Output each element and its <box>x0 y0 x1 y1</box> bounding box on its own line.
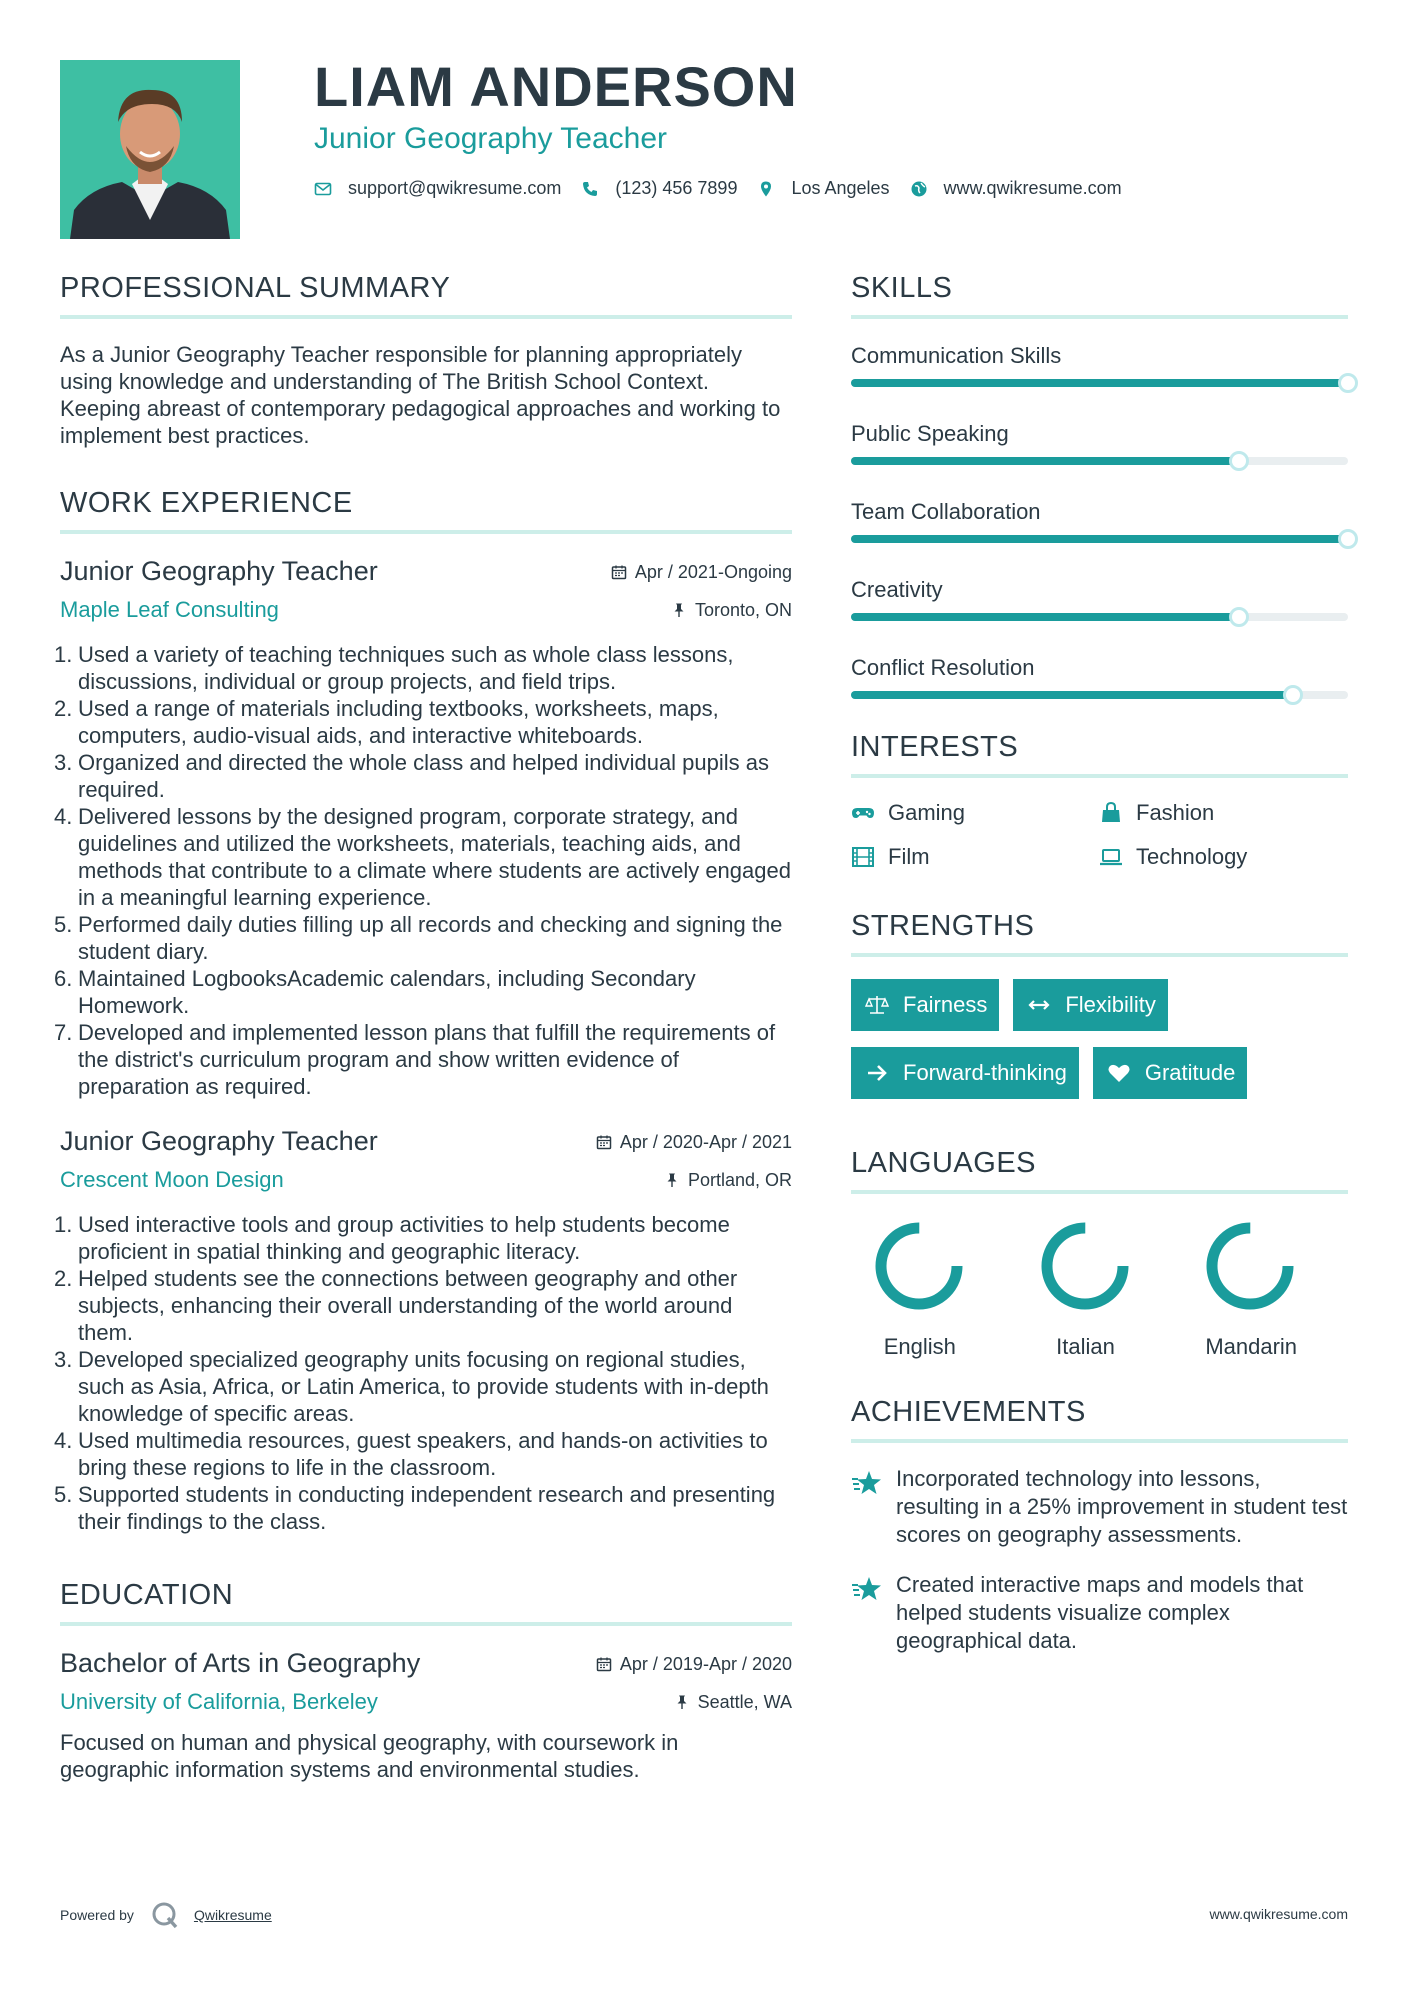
language-item <box>1182 1216 1348 1360</box>
job-bullets <box>54 1211 792 1535</box>
right-column <box>851 272 1348 1677</box>
skill-item <box>851 653 1348 699</box>
candidate-role: Junior Geography Teacher <box>314 122 667 155</box>
strength-label: Flexibility <box>1065 992 1156 1017</box>
strength-label: Forward-thinking <box>903 1060 1067 1085</box>
skill-label: Creativity <box>851 577 943 602</box>
interest-label: Gaming <box>888 800 966 825</box>
contact-phone[interactable] <box>581 178 737 199</box>
left-column <box>54 272 792 1783</box>
job-company: Crescent Moon Design <box>60 1167 284 1192</box>
summary-text: As a Junior Geography Teacher responsible for planning appropriately using knowledge and understanding of The British School Context. Keeping abreast of contemporary pedagogical approaches and working to implement best practices. <box>60 342 781 448</box>
interest-label: Film <box>888 844 930 869</box>
job-location <box>664 1170 792 1191</box>
language-ring <box>869 1216 969 1316</box>
skill-label: Team Collaboration <box>851 499 1041 524</box>
powered-by-text: Powered by <box>60 1907 134 1923</box>
interests-heading: INTERESTS <box>851 731 1348 778</box>
skill-bar-knob <box>1338 529 1358 549</box>
list-item: 5. Supported students in conducting independent research and presenting their findings to the class. <box>54 1482 776 1534</box>
laptop-icon <box>1099 845 1123 869</box>
star-icon <box>851 1467 883 1499</box>
list-item: 5. Performed daily duties filling up all records and checking and signing the student diary. <box>54 912 783 964</box>
strength-tag <box>1093 1047 1248 1099</box>
interests-list <box>851 800 1348 870</box>
language-ring <box>1035 1216 1135 1316</box>
education-heading: EDUCATION <box>60 1579 792 1626</box>
shopping-bag-icon <box>1099 801 1123 825</box>
calendar-icon <box>596 1656 612 1672</box>
balance-scale-icon <box>865 993 889 1017</box>
education-dates-text: Apr / 2019-Apr / 2020 <box>619 1653 792 1674</box>
languages-list <box>851 1216 1348 1360</box>
pushpin-icon <box>671 602 687 618</box>
phone-text: (123) 456 7899 <box>615 178 738 198</box>
skill-bar <box>851 457 1348 465</box>
summary-heading: PROFESSIONAL SUMMARY <box>60 272 792 319</box>
skill-label: Communication Skills <box>851 343 1062 368</box>
list-item: 2. Helped students see the connections between geography and other subjects, enhancing their overall understanding of the world around them. <box>54 1266 738 1345</box>
skill-bar-knob <box>1283 685 1303 705</box>
skill-bar-knob <box>1338 373 1358 393</box>
list-item: 4. Delivered lessons by the designed program, corporate strategy, and guidelines and utilized the worksheets, materials, teaching aids, and methods that contribute to a climate where students are actively engaged in a meaningful learning experience. <box>54 804 791 910</box>
skill-bar <box>851 535 1348 543</box>
skill-bar-fill <box>851 379 1348 387</box>
interest-item <box>851 800 1099 826</box>
job-dates-text: Apr / 2021-Ongoing <box>634 561 792 582</box>
achievement-text: Created interactive maps and models that helped students visualize complex geographical data. <box>896 1572 1304 1653</box>
achievement-item <box>851 1571 1348 1655</box>
footer-website[interactable]: www.qwikresume.com <box>1209 1906 1348 1922</box>
pushpin-icon <box>674 1694 690 1710</box>
film-icon <box>851 845 875 869</box>
contact-location <box>757 178 889 199</box>
job-company: Maple Leaf Consulting <box>60 597 279 622</box>
profile-photo <box>60 60 240 239</box>
skill-label: Public Speaking <box>851 421 1009 446</box>
candidate-name: LIAM ANDERSON <box>314 55 798 118</box>
strength-label: Gratitude <box>1144 1060 1236 1085</box>
skills-heading: SKILLS <box>851 272 1348 319</box>
strength-tag <box>851 979 999 1031</box>
location-text: Los Angeles <box>791 178 890 198</box>
list-item: 1. Used interactive tools and group activities to help students become proficient in spatial thinking and geographic literacy. <box>54 1212 730 1264</box>
calendar-icon <box>596 1134 612 1150</box>
skill-item <box>851 497 1348 543</box>
achievement-text: Incorporated technology into lessons, resulting in a 25% improvement in student test scores on geography assessments. <box>896 1466 1348 1547</box>
list-item: 3. Organized and directed the whole class and helped individual pupils as required. <box>54 750 770 802</box>
arrow-right-icon <box>865 1061 889 1085</box>
skill-bar-knob <box>1229 451 1249 471</box>
arrows-horizontal-icon <box>1027 993 1051 1017</box>
list-item: 4. Used multimedia resources, guest speakers, and hands-on activities to bring these regions to life in the classroom. <box>54 1428 768 1480</box>
strengths-list <box>851 979 1348 1115</box>
skill-label: Conflict Resolution <box>851 655 1035 680</box>
language-ring-arc <box>1212 1228 1288 1304</box>
strengths-heading: STRENGTHS <box>851 910 1348 957</box>
skill-bar-fill <box>851 691 1293 699</box>
footer-powered-by <box>60 1900 272 1930</box>
qwikresume-logo-icon <box>150 1900 180 1930</box>
skill-bar-fill <box>851 457 1239 465</box>
skill-item <box>851 419 1348 465</box>
job-title: Junior Geography Teacher <box>60 556 378 586</box>
school-name: University of California, Berkeley <box>60 1689 378 1714</box>
strength-label: Fairness <box>903 992 988 1017</box>
website-text: www.qwikresume.com <box>943 178 1122 198</box>
skills-list <box>851 341 1348 699</box>
heart-icon <box>1107 1061 1131 1085</box>
skill-item <box>851 575 1348 621</box>
contact-email[interactable] <box>314 178 561 199</box>
job-bullets <box>54 641 792 1100</box>
job-entry <box>54 1126 792 1535</box>
interest-label: Fashion <box>1136 800 1215 825</box>
interest-label: Technology <box>1136 844 1248 869</box>
qwikresume-link[interactable]: Qwikresume <box>193 1907 272 1923</box>
skill-bar <box>851 691 1348 699</box>
job-dates <box>596 1132 792 1153</box>
skill-bar-knob <box>1229 607 1249 627</box>
education-location <box>674 1692 792 1713</box>
interest-item <box>1099 800 1348 826</box>
job-dates <box>611 562 792 583</box>
pushpin-icon <box>664 1172 680 1188</box>
strength-tag <box>851 1047 1079 1099</box>
language-ring-arc <box>1047 1228 1123 1304</box>
star-icon <box>851 1573 883 1605</box>
job-location <box>671 600 792 621</box>
list-item: 7. Developed and implemented lesson plans that fulfill the requirements of the district's curriculum program and show written evidence of preparation as required. <box>54 1020 776 1099</box>
achievements-heading: ACHIEVEMENTS <box>851 1396 1348 1443</box>
skill-item <box>851 341 1348 387</box>
job-dates-text: Apr / 2020-Apr / 2021 <box>619 1131 792 1152</box>
achievement-item <box>851 1465 1348 1549</box>
calendar-icon <box>611 564 627 580</box>
skill-bar-fill <box>851 613 1239 621</box>
language-ring <box>1200 1216 1300 1316</box>
contact-website[interactable] <box>910 178 1122 199</box>
language-label: English <box>883 1334 956 1359</box>
language-label: Italian <box>1056 1334 1115 1359</box>
education-description: Focused on human and physical geography, with coursework in geographic information systems and environmental studies. <box>60 1730 679 1782</box>
job-location-text: Portland, OR <box>687 1169 792 1190</box>
education-location-text: Seattle, WA <box>697 1691 792 1712</box>
interest-item <box>1099 844 1348 870</box>
interest-item <box>851 844 1099 870</box>
job-title: Junior Geography Teacher <box>60 1126 378 1156</box>
list-item: 6. Maintained LogbooksAcademic calendars, including Secondary Homework. <box>54 966 696 1018</box>
phone-icon <box>581 180 599 198</box>
strength-tag <box>1013 979 1167 1031</box>
achievements-list <box>851 1465 1348 1655</box>
skill-bar <box>851 379 1348 387</box>
languages-heading: LANGUAGES <box>851 1147 1348 1194</box>
skill-bar <box>851 613 1348 621</box>
degree-title: Bachelor of Arts in Geography <box>60 1648 421 1678</box>
contact-bar <box>314 178 1142 199</box>
email-text: support@qwikresume.com <box>348 178 562 198</box>
skill-bar-fill <box>851 535 1348 543</box>
gamepad-icon <box>851 801 875 825</box>
envelope-icon <box>314 180 332 198</box>
globe-icon <box>910 180 928 198</box>
language-ring-arc <box>881 1228 957 1304</box>
education-dates <box>596 1654 792 1675</box>
job-location-text: Toronto, ON <box>694 599 792 620</box>
list-item: 2. Used a range of materials including textbooks, worksheets, maps, computers, audio-visual aids, and interactive whiteboards. <box>54 696 719 748</box>
list-item: 1. Used a variety of teaching techniques such as whole class lessons, discussions, individual or group projects, and field trips. <box>54 642 734 694</box>
map-marker-icon <box>757 180 775 198</box>
experience-heading: WORK EXPERIENCE <box>60 487 792 534</box>
language-label: Mandarin <box>1205 1334 1298 1359</box>
list-item: 3. Developed specialized geography units focusing on regional studies, such as Asia, Africa, or Latin America, to provide students with in-depth knowledge of specific areas. <box>54 1347 769 1426</box>
job-entry <box>54 556 792 1100</box>
